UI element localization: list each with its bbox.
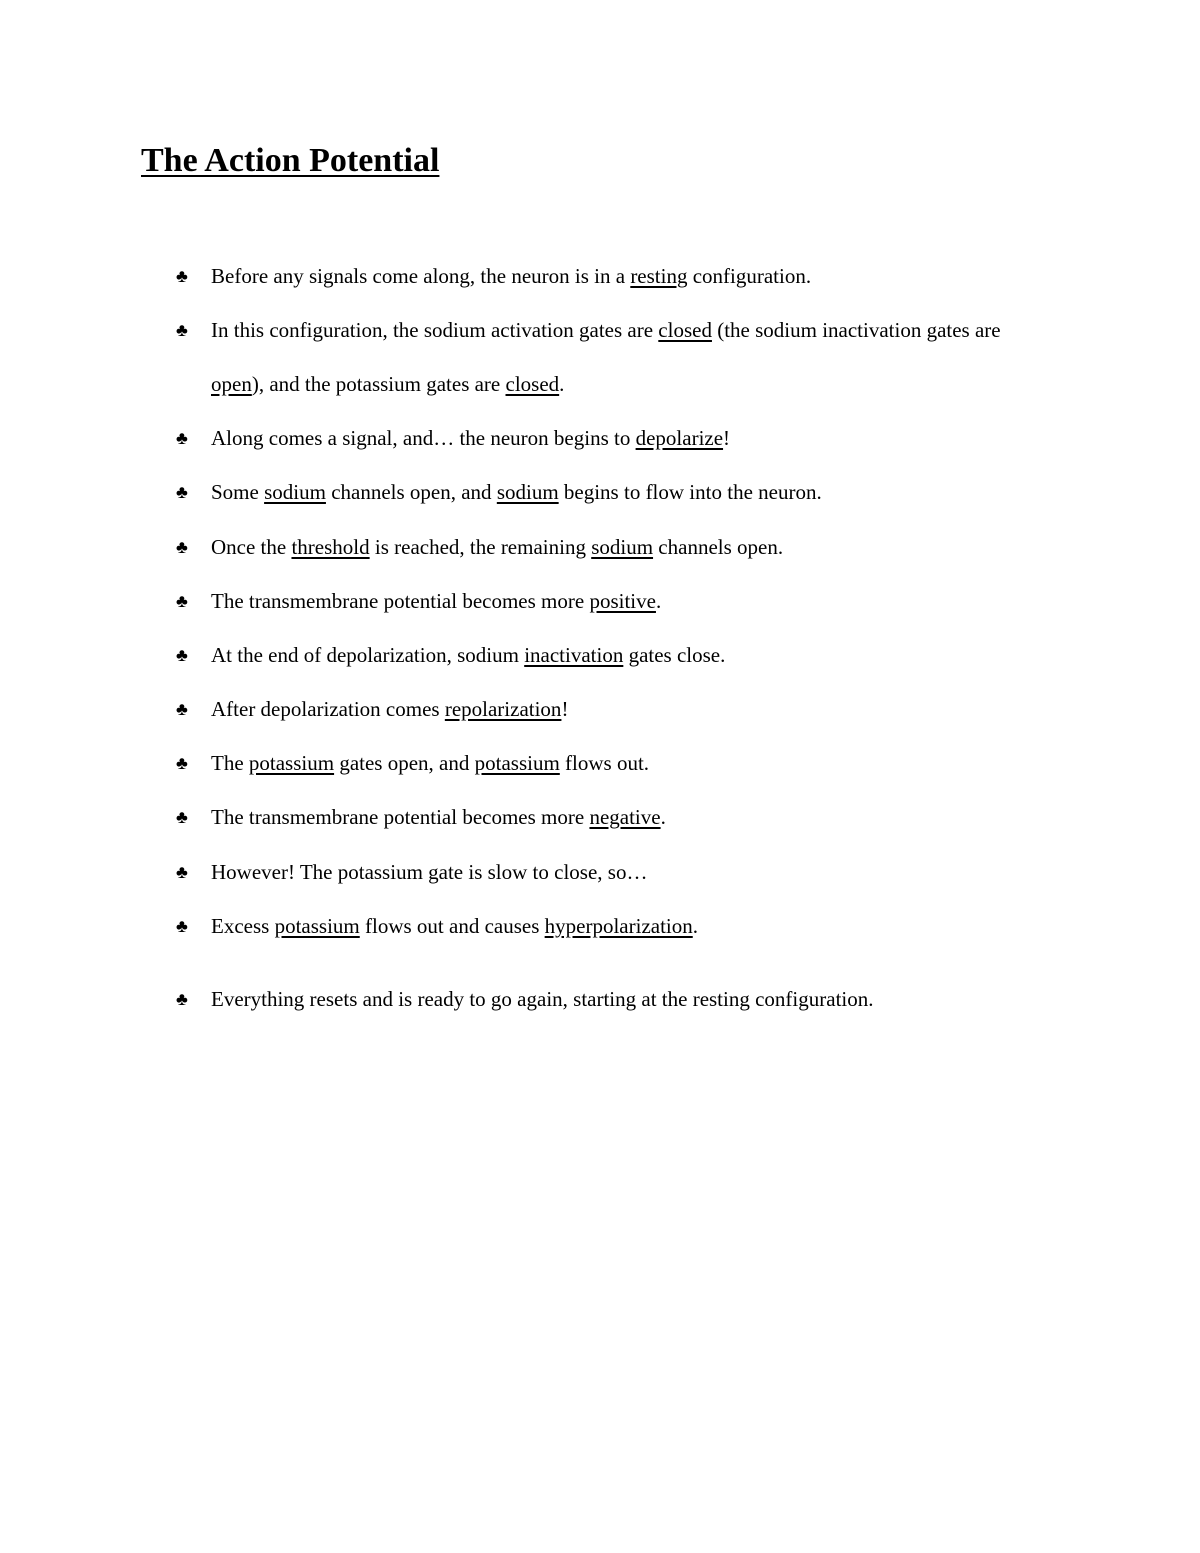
list-item [176,465,1036,519]
club-bullet-icon: ♣ [176,699,188,719]
text-segment: Along comes a signal, and… the neuron begins to [211,426,636,450]
underlined-term: closed [505,372,560,396]
list-item-text [211,411,1036,465]
club-bullet-icon: ♣ [176,807,188,827]
underlined-term: potassium [274,914,360,938]
list-item-text [211,682,1036,736]
text-segment: Some [211,480,265,504]
list-item [176,682,1036,736]
text-segment: . [692,914,698,938]
underlined-term: potassium [474,751,560,775]
underlined-term: potassium [248,751,335,775]
underlined-term: sodium [591,535,654,559]
text-segment: . [559,372,565,396]
list-item [176,899,1036,953]
text-segment: flows out. [559,751,650,775]
club-bullet-icon: ♣ [176,537,188,557]
club-bullet-icon: ♣ [176,862,188,882]
list-item-text [211,249,1036,303]
underlined-term: sodium [496,480,559,504]
text-segment: . [655,589,662,613]
text-segment: channels open. [653,535,784,559]
club-bullet-icon: ♣ [176,591,188,611]
text-segment: The transmembrane potential becomes more [211,589,590,613]
list-item [176,411,1036,465]
club-bullet-icon: ♣ [176,266,188,286]
text-segment: ), and the potassium gates are [251,372,506,396]
club-bullet-icon: ♣ [176,320,188,340]
club-bullet-icon: ♣ [176,989,188,1009]
underlined-term: repolarization [444,697,562,721]
page-title: The Action Potential [141,142,440,179]
text-segment: . [660,805,666,829]
text-segment: is reached, the remaining [369,535,592,559]
list-item [176,249,1036,303]
text-segment: configuration. [687,264,812,288]
underlined-term: sodium [264,480,326,504]
list-item [176,574,1036,628]
text-segment: Everything resets and is ready to go again, starting at the resting configuration. [211,987,874,1011]
list-item [176,845,1036,899]
club-bullet-icon: ♣ [176,428,188,448]
text-segment: However! The potassium gate is slow to close, so… [211,860,648,884]
text-segment: channels open, and [325,480,497,504]
underlined-term: hyperpolarization [544,914,693,938]
list-item-text [211,845,1036,899]
text-segment: Before any signals come along, the neuron is in a [211,264,631,288]
club-bullet-icon: ♣ [176,482,188,502]
club-bullet-icon: ♣ [176,916,188,936]
underlined-term: resting [630,264,688,288]
text-segment: After depolarization comes [211,697,445,721]
list-item [176,736,1036,790]
text-segment: In this configuration, the sodium activation gates are [211,318,659,342]
underlined-term: negative [589,805,661,829]
text-segment: begins to flow into the neuron. [558,480,822,504]
club-bullet-icon: ♣ [176,753,188,773]
underlined-term: closed [658,318,712,342]
list-item [176,628,1036,682]
list-item-text [211,972,1036,1026]
list-item [176,972,1036,1026]
text-segment: Once the [211,535,292,559]
club-bullet-icon: ♣ [176,645,188,665]
underlined-term: open [211,372,252,396]
text-segment: The [211,751,249,775]
list-item-text [211,574,1036,628]
underlined-term: threshold [291,535,370,559]
list-item-text [211,790,1036,844]
underlined-term: depolarize [635,426,724,450]
text-segment: Excess [211,914,275,938]
text-segment: ! [723,426,731,450]
text-segment: ! [561,697,569,721]
list-item-text [211,465,1036,519]
list-item [176,520,1036,574]
text-segment: flows out and causes [359,914,545,938]
text-segment: gates close. [623,643,726,667]
text-segment: The transmembrane potential becomes more [211,805,590,829]
text-segment: At the end of depolarization, sodium [211,643,525,667]
underlined-term: positive [589,589,656,613]
list-item [176,790,1036,844]
list-item-text [211,520,1036,574]
list-item-text [211,736,1036,790]
underlined-term: inactivation [524,643,624,667]
text-segment: gates open, and [334,751,475,775]
list-item [176,303,1036,411]
list-item-text [211,303,1036,411]
text-segment: (the sodium inactivation gates are [711,318,1001,342]
list-item-text [211,899,1036,953]
list-item-text [211,628,1036,682]
